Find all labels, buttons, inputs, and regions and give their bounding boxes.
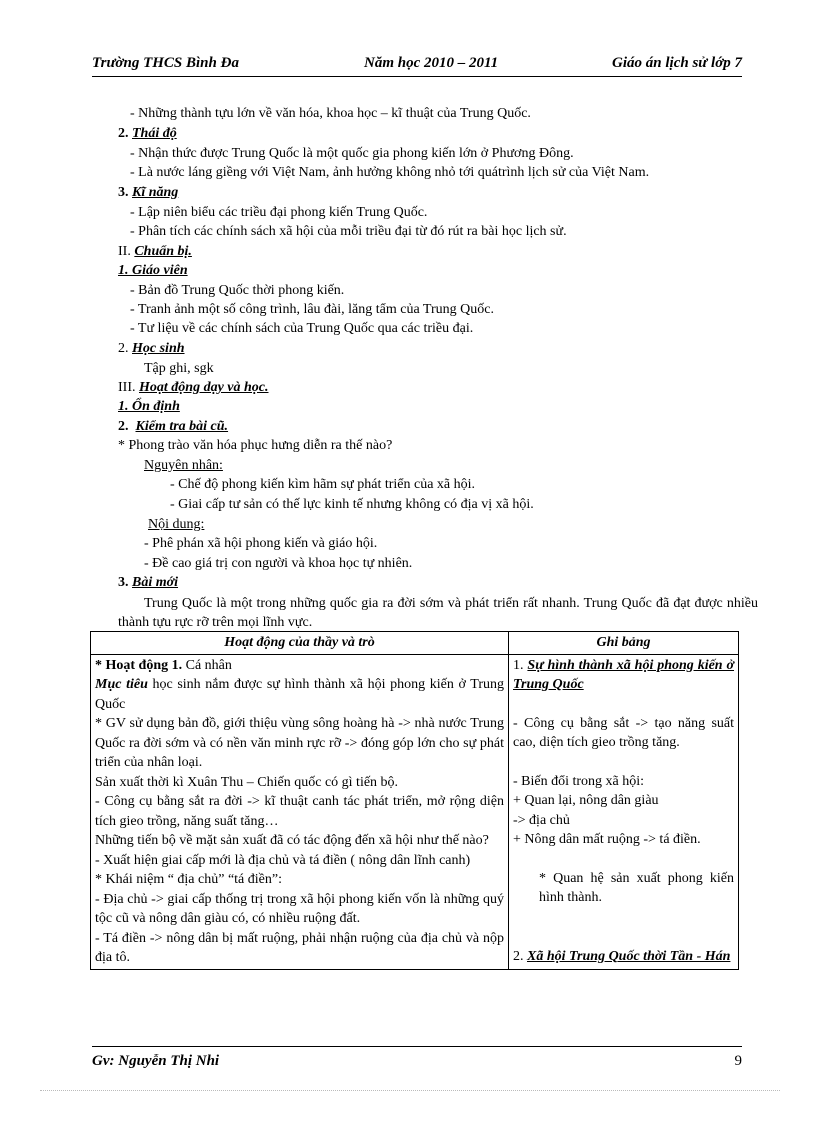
text-line: - Giai cấp tư sản có thế lực kinh tế nhưng không có địa vị xã hội.	[170, 497, 534, 512]
activity-line: * Hoạt động 1. Cá nhân	[95, 657, 232, 673]
section-heading: III. Hoạt động dạy và học.	[118, 380, 269, 395]
school-name: Trường THCS Bình Đa	[92, 55, 239, 71]
notes-line: - Công cụ bằng sắt -> tạo năng suất cao, diện tích gieo trồng tăng.	[513, 715, 734, 750]
page-header	[92, 52, 742, 77]
bottom-divider	[40, 1090, 780, 1091]
section-heading: 3. Bài mới	[118, 575, 179, 590]
section-heading: 1. Giáo viên	[118, 263, 188, 278]
text-line: - Lập niên biểu các triều đại phong kiến Trung Quốc.	[130, 205, 428, 220]
text-line: - Nhận thức được Trung Quốc là một quốc gia phong kiến lớn ở Phương Đông.	[130, 146, 574, 161]
activity-line: - Công cụ bằng sắt ra đời -> kĩ thuật canh tác phát triển, mở rộng diện tích gieo trồng, năng suất tăng…	[95, 794, 504, 829]
notes-line: -> địa chủ	[513, 812, 570, 828]
activity-line: - Xuất hiện giai cấp mới là địa chủ và tá điền ( nông dân lĩnh canh)	[95, 852, 471, 868]
activity-line: Sản xuất thời kì Xuân Thu – Chiến quốc có gì tiến bộ.	[95, 774, 399, 790]
section-heading: 2. Học sinh	[118, 341, 185, 356]
text-line: Nguyên nhân:	[144, 458, 223, 473]
section-heading: 2. Thái độ	[118, 126, 177, 141]
notes-heading: 1. Sự hình thành xã hội phong kiến ở Trung Quốc	[513, 657, 735, 692]
text-line: - Phân tích các chính sách xã hội của mỗi triều đại từ đó rút ra bài học lịch sử.	[130, 224, 567, 239]
text-line: - Tư liệu về các chính sách của Trung Quốc qua các triều đại.	[130, 321, 474, 336]
section-heading: 1. Ổn định	[118, 399, 180, 414]
col-header-notes: Ghi bảng	[509, 632, 739, 655]
activity-line: * GV sử dụng bản đồ, giới thiệu vùng sông hoàng hà -> nhà nước Trung Quốc ra đời sớm và có nền văn minh rực rỡ -> đóng góp lớn cho sự phát triển của nhân loại.	[95, 716, 504, 770]
text-line: - Những thành tựu lớn về văn hóa, khoa học – kĩ thuật của Trung Quốc.	[130, 106, 531, 121]
page-footer	[92, 1046, 742, 1069]
notes-line: * Quan hệ sản xuất phong kiến hình thành.	[539, 870, 734, 905]
col-header-activity: Hoạt động của thầy và trò	[91, 632, 509, 655]
text-line: - Tranh ảnh một số công trình, lâu đài, lăng tẩm của Trung Quốc.	[130, 302, 494, 317]
activity-line: Mục tiêu học sinh nắm được sự hình thành xã hội phong kiến ở Trung Quốc	[95, 677, 504, 712]
section-heading: 2. Kiểm tra bài cũ.	[118, 419, 229, 434]
teacher-name: Gv: Nguyễn Thị Nhi	[92, 1053, 220, 1069]
lesson-table	[90, 631, 739, 970]
section-heading: II. Chuẩn bị.	[118, 244, 192, 259]
intro-paragraph: Trung Quốc là một trong những quốc gia ra đời sớm và phát triển rất nhanh. Trung Quốc đã đạt được nhiều thành tựu rực rỡ trên mọi lĩnh vực.	[118, 596, 758, 630]
text-line: - Chế độ phong kiến kìm hãm sự phát triển của xã hội.	[170, 477, 476, 492]
notes-cell	[509, 654, 739, 969]
notes-line: + Nông dân mất ruộng -> tá điền.	[513, 832, 701, 847]
text-line: * Phong trào văn hóa phục hưng diễn ra thế nào?	[118, 438, 393, 453]
text-line: - Đề cao giá trị con người và khoa học tự nhiên.	[144, 556, 413, 571]
page-number: 9	[734, 1053, 742, 1069]
text-line: Tập ghi, sgk	[144, 361, 214, 376]
section-heading: 3. Kĩ năng	[118, 185, 179, 200]
text-line: - Phê phán xã hội phong kiến và giáo hội.	[144, 536, 378, 551]
text-line: - Là nước láng giềng với Việt Nam, ảnh hưởng không nhỏ tới quátrình lịch sử của Việt Nam.	[130, 165, 650, 180]
activity-line: - Địa chủ -> giai cấp thống trị trong xã hội phong kiến vốn là những quý tộc cũ và nông dân giàu có, có nhiều ruộng đất.	[95, 891, 504, 926]
notes-line: - Biến đổi trong xã hội:	[513, 773, 645, 789]
notes-line: + Quan lại, nông dân giàu	[513, 793, 659, 808]
activity-line: Những tiến bộ về mặt sản xuất đã có tác động đến xã hội như thế nào?	[95, 833, 489, 848]
text-line: - Bản đồ Trung Quốc thời phong kiến.	[130, 283, 345, 298]
school-year: Năm học 2010 – 2011	[364, 55, 499, 71]
activity-cell	[91, 654, 509, 969]
text-line: Nội dung:	[148, 517, 205, 532]
notes-heading: 2. Xã hội Trung Quốc thời Tần - Hán	[513, 948, 731, 964]
subject-title: Giáo án lịch sử lớp 7	[612, 55, 742, 71]
activity-line: * Khái niệm “ địa chủ” “tá điền”:	[95, 872, 282, 887]
activity-line: - Tá điền -> nông dân bị mất ruộng, phải nhận ruộng của địa chủ và nộp địa tô.	[95, 930, 504, 965]
